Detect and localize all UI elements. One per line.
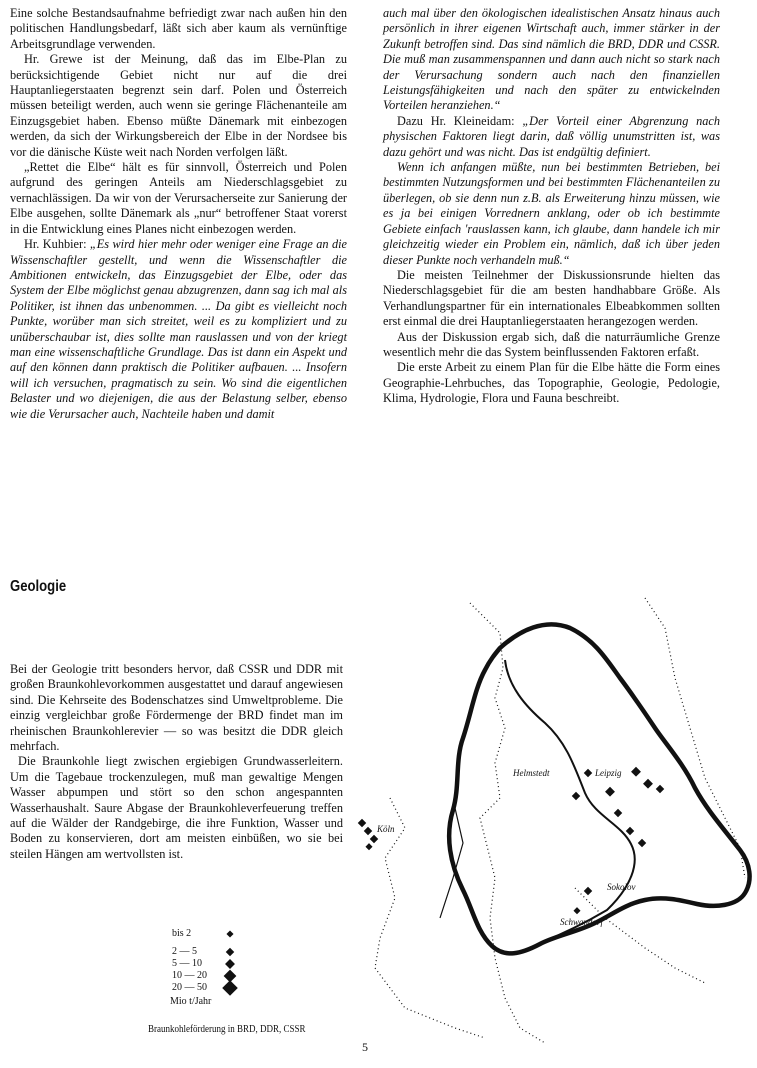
- figure-caption: Braunkohleförderung in BRD, DDR, CSSR: [148, 1024, 306, 1035]
- legend-label: bis 2: [172, 928, 192, 939]
- legend-row: [150, 958, 250, 970]
- paragraph: Hr. Grewe ist der Meinung, daß das im Elbe-Plan zu berücksichtigende Gebiet nicht nur auf die drei Hauptanliegerstaaten begrenzt sein darf. Polen und Österreich müssen beteiligt werden, auch wenn sie geringe Flächenanteile am Einzugsgebiet haben. Ebenso müßte Dänemark mit einbezogen werden, da sich der Wirkungsbereich der Elbe in der Nordsee bis vor die dänische Küste weit nach Norden verfolgen läßt.: [10, 52, 347, 159]
- paragraph: Aus der Diskussion ergab sich, daß die naturräumliche Grenze wesentlich mehr die das System beinflussenden Faktoren erfaßt.: [383, 329, 720, 359]
- lignite-sites: [358, 767, 664, 914]
- place-label: Sokolov: [607, 882, 636, 892]
- legend-label: 10 — 20: [172, 970, 207, 981]
- elbe-catchment-boundary: [449, 624, 749, 953]
- diamond-icon: [222, 980, 238, 996]
- place-label: Schwandorf: [560, 917, 604, 927]
- speaker-lead: Hr. Kuhbier:: [24, 237, 90, 252]
- legend-label: 2 — 5: [172, 946, 197, 957]
- right-text-column: [383, 6, 720, 407]
- geology-text: [10, 662, 343, 862]
- paragraph: Bei der Geologie tritt besonders hervor, daß CSSR und DDR mit großen Braunkohlevorkommen ausgestattet und darauf angewiesen sind. Die Kehrseite des Bodenschatzes sind Umweltprobleme. Die einzig vergleichbar große Fördermenge der BRD findet man im rheinischen Braunkohlerevier — so was besitzt die DDR gleich mehrfach.: [10, 662, 343, 754]
- paragraph: Die erste Arbeit zu einem Plan für die Elbe hätte die Form eines Geographie-Lehrbuches, das Topographie, Geologie, Pedologie, Klima, Hydrologie, Flora und Fauna beschreibt.: [383, 360, 720, 406]
- legend-row: [150, 946, 250, 958]
- diamond-icon: [225, 959, 235, 969]
- legend-label: 20 — 50: [172, 982, 207, 993]
- elbe-river: [505, 660, 635, 943]
- place-label: Leipzig: [595, 768, 622, 778]
- paragraph: [10, 237, 347, 422]
- paragraph: „Rettet die Elbe“ hält es für sinnvoll, Österreich und Polen aufgrund des geringen Anteils am Niederschlagsgebiet zu vernachlässigen. Da wir von der Verursacherseite zur Sanierung der Elbe ausgehen, sollte Dänemark als „nur“ betroffener Staat vorerst in die Entwicklung eines Planes nicht einbezogen werden.: [10, 160, 347, 236]
- paragraph: Eine solche Bestandsaufnahme befriedigt zwar nach außen hin den politischen Handlungsbedarf, läßt sich aber kaum als vernünftige Arbeitsgrundlage verwenden.: [10, 6, 347, 51]
- legend-row: [150, 982, 250, 994]
- left-text-column: [10, 6, 347, 422]
- diamond-icon: [226, 930, 233, 937]
- quote: Wenn ich anfangen müßte, nun bei bestimmten Betrieben, bei bestimmten Nutzungsformen und bei bestimmten Flächenanteilen zu überlegen, ob sie denn nun z.B. als Erweiterung hinzu müssen, wie es ja bei einigen Vorrednern anklang, oder ob ich bestimmte Gebiete einfach 'rauslassen kann, ich glaube, dann handele ich mir gleichzeitig wieder ein Problem ein, nämlich, daß ich über jeden dieser Punkte noch verhandeln muß.“: [383, 160, 720, 267]
- map-labels: [376, 768, 636, 927]
- page-number: 5: [362, 1040, 368, 1054]
- paragraph: Die meisten Teilnehmer der Diskussionsrunde hielten das Niederschlagsgebiet für die am besten handhabbare Größe. Als Verhandlungspartner für ein internationales Elbeabkommen sollten erst einmal die drei Hauptanliegerstaaten herangezogen werden.: [383, 267, 720, 329]
- legend-label: 5 — 10: [172, 958, 202, 969]
- diamond-icon: [226, 948, 234, 956]
- place-label: Helmstedt: [513, 768, 550, 778]
- quote: „Der Vorteil einer Abgrenzung nach physischen Faktoren liegt darin, daß völlig unumstritten ist, was dazu gehört und was nicht. Das ist endgültig definiert.: [383, 113, 720, 159]
- speaker-lead: Dazu Hr. Kleineidam:: [397, 113, 523, 128]
- map-legend: [150, 928, 250, 994]
- paragraph: [383, 114, 720, 160]
- place-label: Köln: [377, 824, 395, 834]
- lignite-map: [345, 588, 757, 1058]
- quote: auch mal über den ökologischen idealistischen Ansatz hinaus auch persönlich in ihrer eigenen Wirtschaft auch, immer stärker in der Zukunft betroffen sind. Das sind nämlich die BRD, DDR und CSSR. Die muß man zusammenspannen und dann auch nicht so stark nach der Verursachung sondern auch nach den finanziellen Leistungsfähigkeiten und nach den später zu entwickelnden Vorteilen heranziehen.“: [383, 6, 720, 113]
- paragraph: Die Braunkohle liegt zwischen ergiebigen Grundwasserleitern. Um die Tagebaue trockenzulegen, muß man gewaltige Mengen Wasser abpumpen und stört so den schon angespannten Wasserhaushalt. Saure Abgase der Braunkohleverfeuerung treffen auf die Wälder der Randgebirge, die ihre Funktion, Wasser und Boden zu konservieren, dort am meisten einbüßen, wo sie bei steilen Hängen am wertvollsten ist.: [10, 754, 343, 861]
- legend-unit: Mio t/Jahr: [170, 996, 212, 1007]
- legend-row: [150, 970, 250, 982]
- legend-row: [150, 928, 250, 940]
- quote: „Es wird hier mehr oder weniger eine Frage an die Wissenschaftler gestellt, und wenn die Wissenschaftler die Ambitionen entwickeln, das Einzugsgebiet der Elbe, oder das System der Elbe möglichst genau abzugrenzen, dann sag ich mal als Politiker, ist ihnen das unbenommen. ... Da gibt es vielleicht noch Punkte, worüber man sich streitet, weil es zu kompliziert und zu unüberschaubar ist, dies sollte man rauslassen und von der kriegt man eine wissenschaftliche Grundlage. Das ist dann ein Aspekt und auf den können dann praktisch die Politiker aufbauen. ... Insofern will ich versuchen, pragmatisch zu sein. Wo sind die eigentlichen Belaster und wo diejenigen, die aus der Belastung selber, ebenso wie die Verursacher auch, Nachteile haben und damit: [10, 237, 347, 421]
- section-heading: Geologie: [10, 578, 67, 595]
- border-lines: [375, 598, 745, 1043]
